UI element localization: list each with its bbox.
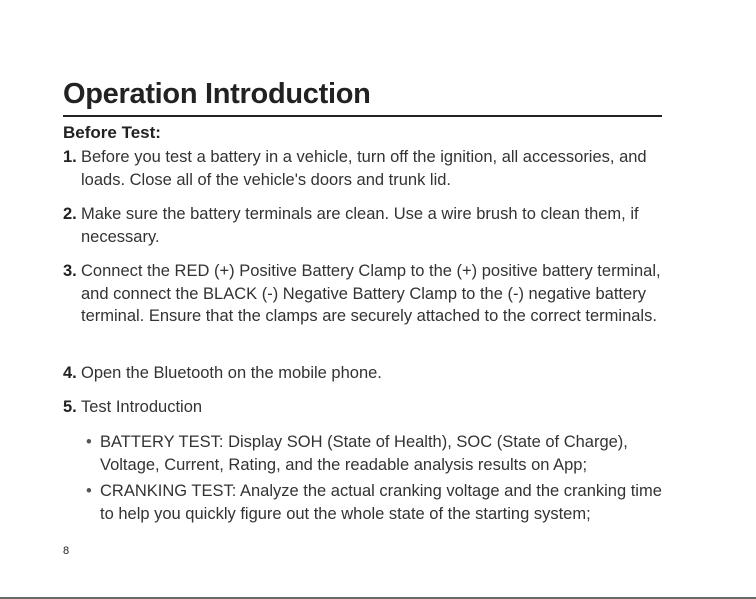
step-5 (63, 396, 683, 419)
step-4 (63, 362, 683, 385)
step-number: 3. (63, 262, 77, 280)
page-number: 8 (63, 545, 70, 557)
step-2 (63, 203, 683, 248)
step-number: 1. (63, 148, 77, 166)
page-title: Operation Introduction (63, 78, 371, 110)
step-text: Test Introduction (81, 398, 203, 416)
bullet-text: BATTERY TEST: Display SOH (State of Health), SOC (State of Charge), Voltage, Current, Rating, and the readable analysis results on App; (100, 433, 628, 474)
bullet-cranking-test (86, 480, 676, 525)
bullet-text: CRANKING TEST: Analyze the actual cranking voltage and the cranking time to help you quickly figure out the whole state of the starting system; (100, 482, 662, 523)
step-text: Before you test a battery in a vehicle, turn off the ignition, all accessories, and loads. Close all of the vehicle's doors and trunk lid. (81, 148, 647, 189)
title-divider (63, 115, 662, 117)
bullet-dot: • (86, 433, 92, 451)
section-heading: Before Test: (63, 123, 161, 142)
step-3 (63, 260, 683, 328)
step-number: 2. (63, 205, 77, 223)
bullet-battery-test (86, 431, 676, 476)
step-text: Open the Bluetooth on the mobile phone. (81, 364, 382, 382)
step-text: Make sure the battery terminals are clean. Use a wire brush to clean them, if necessary. (81, 205, 639, 246)
bullet-dot: • (86, 482, 92, 500)
step-number: 5. (63, 398, 77, 416)
step-1 (63, 146, 683, 191)
step-text: Connect the RED (+) Positive Battery Clamp to the (+) positive battery terminal, and connect the BLACK (-) Negative Battery Clamp to the (-) negative battery terminal. Ensure that the clamps are securely attached to the correct terminals. (81, 262, 661, 325)
step-number: 4. (63, 364, 77, 382)
